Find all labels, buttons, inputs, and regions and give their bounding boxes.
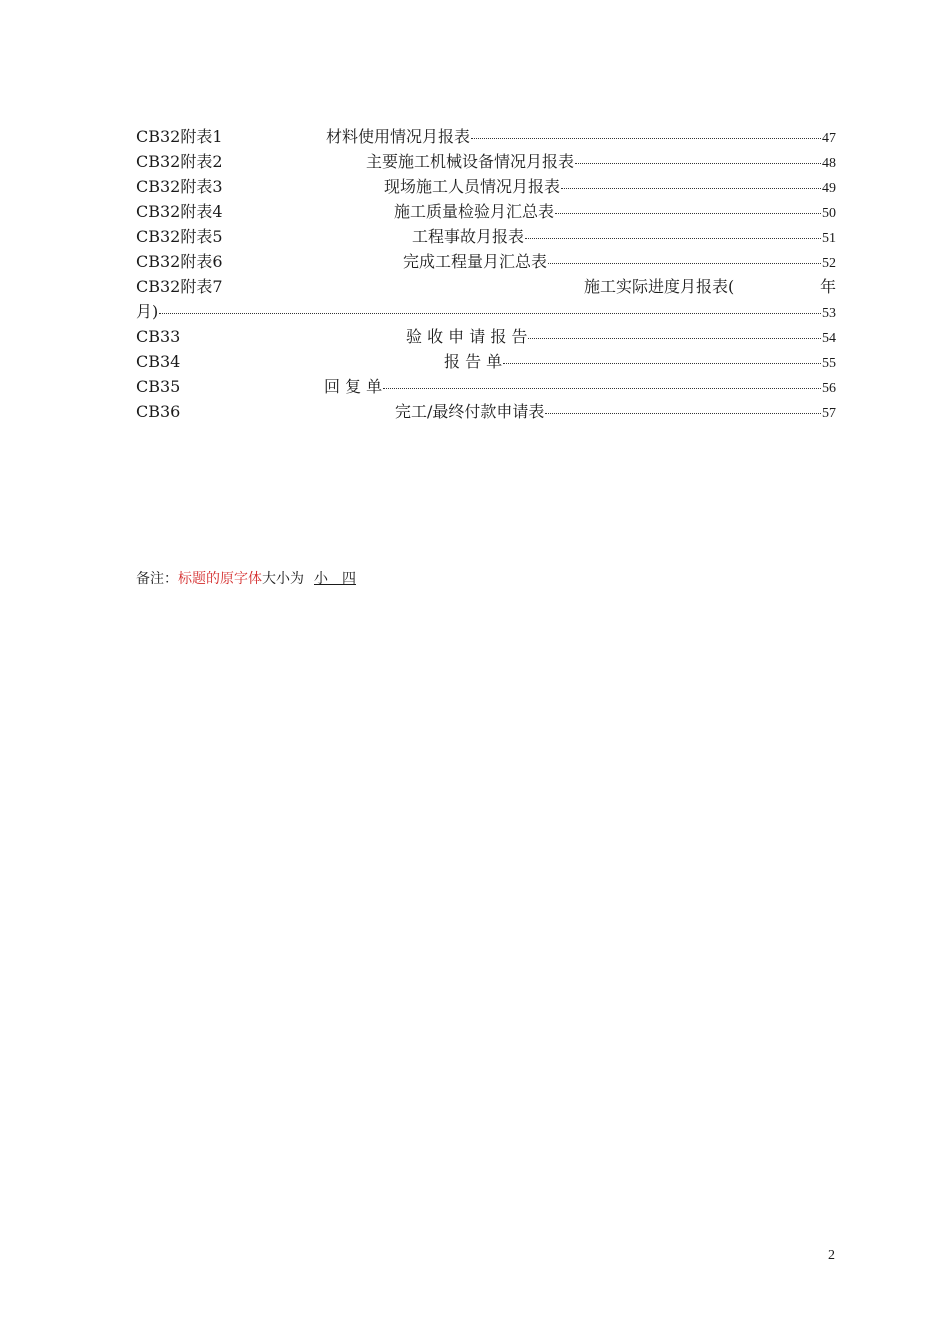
toc-entry-page: 54 [822, 331, 836, 346]
note-red-text: 标题的原字体 [178, 571, 262, 587]
toc-entry-page: 50 [822, 206, 836, 221]
toc-entry-code: CB32附表1 [136, 127, 223, 146]
toc-entry-code: CB32附表7 [136, 277, 223, 296]
toc-entry-title: 回 复 单 [324, 377, 383, 396]
toc-entry-title: 验 收 申 请 报 告 [406, 327, 528, 346]
toc-entry-code: CB32附表5 [136, 227, 223, 246]
toc-entry-title: 现场施工人员情况月报表 [384, 177, 561, 196]
toc-entry[interactable] [136, 174, 836, 199]
toc-entry-title-continued: 月) [136, 302, 159, 321]
table-of-contents [136, 124, 836, 424]
toc-entry[interactable] [136, 374, 836, 399]
toc-entry-page: 57 [822, 406, 836, 421]
dot-leader [545, 413, 821, 414]
toc-entry[interactable] [136, 224, 836, 249]
dot-leader [528, 338, 821, 339]
dot-leader [471, 138, 821, 139]
dot-leader [503, 363, 821, 364]
dot-leader [555, 213, 821, 214]
toc-entry-page: 52 [822, 256, 836, 271]
toc-entry-page: 49 [822, 181, 836, 196]
toc-entry[interactable] [136, 199, 836, 224]
toc-entry-code: CB32附表2 [136, 152, 223, 171]
page-number: 2 [828, 1248, 835, 1263]
toc-entry-title: 完成工程量月汇总表 [403, 252, 548, 271]
toc-entry-title: 材料使用情况月报表 [326, 127, 471, 146]
toc-entry-wrapped[interactable] [136, 274, 836, 324]
toc-entry-title: 主要施工机械设备情况月报表 [366, 152, 575, 171]
toc-entry[interactable] [136, 149, 836, 174]
toc-entry-title: 报 告 单 [444, 352, 503, 371]
note-prefix: 备注： [136, 571, 178, 587]
toc-entry-code: CB32附表3 [136, 177, 223, 196]
toc-entry[interactable] [136, 349, 836, 374]
toc-entry-title-end: 年 [819, 277, 836, 296]
toc-entry-code: CB32附表6 [136, 252, 223, 271]
toc-entry-code: CB35 [136, 377, 181, 396]
dot-leader [561, 188, 821, 189]
toc-entry-code: CB32附表4 [136, 202, 223, 221]
toc-entry-code: CB36 [136, 402, 181, 421]
toc-entry-page: 51 [822, 231, 836, 246]
note-middle: 大小为 [262, 571, 304, 587]
toc-entry-title: 施工实际进度月报表( [584, 277, 735, 296]
dot-leader [575, 163, 821, 164]
dot-leader [548, 263, 821, 264]
note-underlined-size: 小 四 [314, 571, 356, 587]
toc-entry-page: 56 [822, 381, 836, 396]
dot-leader [159, 313, 821, 314]
toc-entry-page: 55 [822, 356, 836, 371]
toc-entry-title: 完工/最终付款申请表 [395, 402, 545, 421]
toc-entry-title: 施工质量检验月汇总表 [394, 202, 555, 221]
toc-entry[interactable] [136, 249, 836, 274]
toc-entry-page: 48 [822, 156, 836, 171]
toc-entry-title: 工程事故月报表 [412, 227, 525, 246]
toc-entry-code: CB34 [136, 352, 181, 371]
dot-leader [383, 388, 821, 389]
toc-entry-page: 47 [822, 131, 836, 146]
dot-leader [525, 238, 821, 239]
toc-entry[interactable] [136, 324, 836, 349]
toc-entry-code: CB33 [136, 327, 181, 346]
toc-entry[interactable] [136, 124, 836, 149]
remark-note [136, 568, 360, 588]
toc-entry[interactable] [136, 399, 836, 424]
toc-entry-page: 53 [822, 306, 836, 321]
